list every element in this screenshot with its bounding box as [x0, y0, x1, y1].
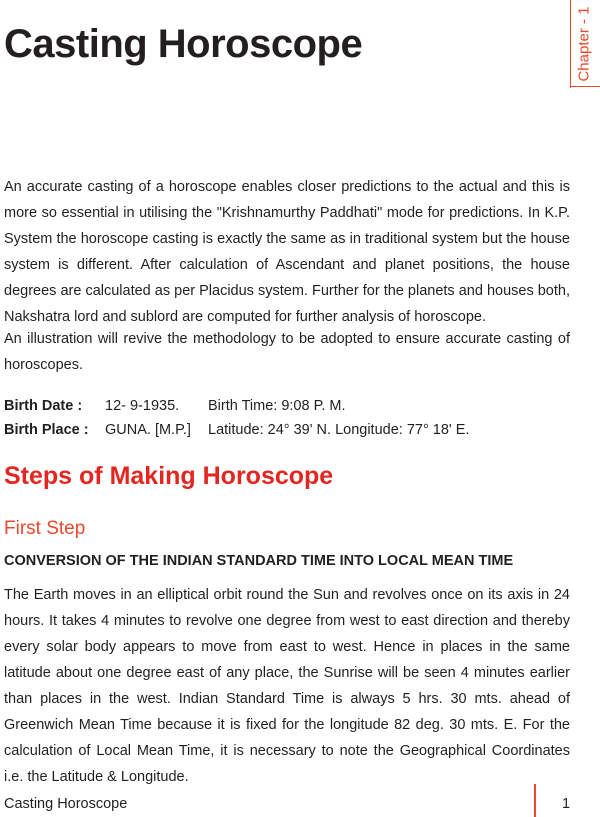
page-title: Casting Horoscope [4, 22, 363, 66]
intro-paragraph-1: An accurate casting of a horoscope enables closer predictions to the actual and this is more so essential in utilising the "Krishnamurthy Paddhati" mode for predictions. In K.P. System the horoscope casting is exactly the same as in traditional system but the house system is different. After calculation of Ascendant and planet positions, the house degrees are calculated as per Placidus system. Further for the planets and houses both, Nakshatra lord and sublord are computed for further analysis of horoscope. [4, 179, 570, 325]
birth-date-row [4, 398, 469, 422]
step-heading: First Step [4, 518, 86, 539]
chapter-tab-baseline [570, 86, 600, 87]
birth-details [4, 398, 469, 446]
chapter-label: Chapter - 1 [575, 6, 593, 82]
birth-time-text: Birth Time: 9:08 P. M. [208, 398, 346, 414]
section-heading: Steps of Making Horoscope [4, 462, 334, 490]
intro-paragraph-2: An illustration will revive the methodology to be adopted to ensure accurate casting of horoscopes. [4, 331, 570, 373]
footer-title: Casting Horoscope [4, 796, 128, 812]
chapter-tab-rule [570, 0, 571, 88]
birth-place-value: GUNA. [M.P.] [105, 422, 191, 438]
birth-coordinates-text: Latitude: 24° 39' N. Longitude: 77° 18' E. [208, 422, 470, 438]
chapter-tab [570, 0, 600, 88]
birth-place-row [4, 422, 469, 446]
page-number: 1 [562, 796, 571, 812]
step-subheading: CONVERSION OF THE INDIAN STANDARD TIME INTO LOCAL MEAN TIME [4, 553, 514, 569]
birth-place-label: Birth Place : [4, 422, 89, 438]
step-body-paragraph: The Earth moves in an elliptical orbit round the Sun and revolves once on its axis in 24 hours. It takes 4 minutes to revolve one degree from west to east direction and thereby every solar body appears to move from east to west. Hence in places in the same latitude about one degree east of any place, the Sunrise will be seen 4 minutes earlier than places in the west. Indian Standard Time is always 5 hrs. 30 mts. ahead of Greenwich Mean Time because it is fixed for the longitude 82 deg. 30 mts. E. For the calculation of Local Mean Time, it is necessary to note the Geographical Coordinates i.e. the Latitude & Longitude. [4, 587, 570, 785]
footer-rule [534, 784, 536, 817]
birth-date-value: 12- 9-1935. [105, 398, 180, 414]
birth-date-label: Birth Date : [4, 398, 83, 414]
